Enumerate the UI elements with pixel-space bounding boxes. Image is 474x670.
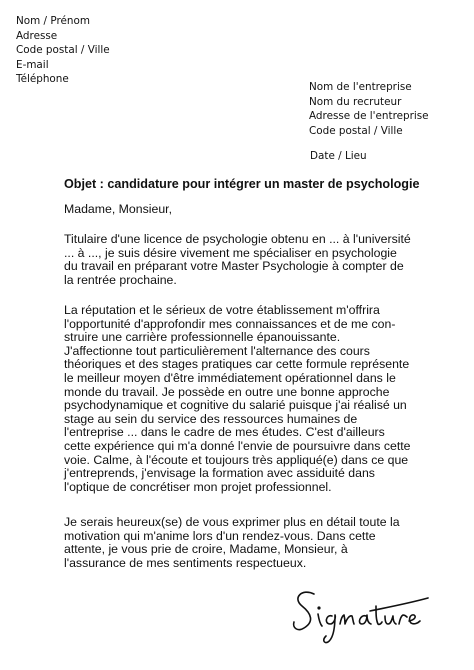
paragraph-line: attente, je vous prie de croire, Madame, Monsieur, à [64, 542, 348, 557]
paragraph-line: motivation qui m'anime lors d'un rendez-vous. Dans cette [64, 528, 376, 543]
recipient-block [309, 80, 429, 138]
date-place: Date / Lieu [310, 150, 367, 162]
sender-block [16, 14, 110, 87]
sender-name: Nom / Prénom [16, 15, 90, 27]
paragraph-line: la rentrée prochaine. [64, 272, 177, 287]
paragraph-line: monde du travail. Je possède en outre une bonne approche [64, 384, 390, 399]
paragraph-line: cette expérience qui m'a donné l'envie de poursuivre dans cette [64, 438, 411, 453]
paragraph-line: l'optique de concrétiser mon projet professionnel. [64, 479, 332, 494]
paragraph-line: Titulaire d'une licence de psychologie obtenu en ... à l'université [64, 232, 411, 246]
handwritten-signature [288, 584, 438, 646]
paragraph-line: ... à ..., je suis désire vivement me spécialiser en psychologie [64, 245, 397, 260]
paragraph-line: j'entreprends, j'envisage la formation avec assiduité dans [64, 466, 375, 481]
recipient-postal-city: Code postal / Ville [309, 124, 403, 137]
paragraph-line: struire une carrière professionnelle épanouissante. [64, 330, 341, 345]
paragraph-line: le meilleur moyen d'être immédiatement opérationnel dans le [64, 370, 396, 385]
paragraph-line: Je serais heureux(se) de vous exprimer plus en détail toute la [64, 515, 400, 529]
sender-address: Adresse [16, 29, 58, 42]
sender-phone: Téléphone [16, 73, 69, 86]
paragraph-line: psychodynamique et cognitive du salarié puisque j'ai réalisé un [64, 398, 407, 413]
subject-line: Objet : candidature pour intégrer un master de psychologie [64, 177, 420, 191]
paragraph-line: du travail en préparant votre Master Psychologie à compter de [64, 259, 404, 274]
paragraph-motivation [64, 304, 411, 494]
paragraph-line: l'assurance de mes sentiments respectueux. [64, 555, 307, 570]
paragraph-line: théoriques et des stages pratiques car cette formule représente [64, 357, 410, 372]
paragraph-line: l'entreprise ... dans le cadre de mes études. C'est d'ailleurs [64, 425, 385, 440]
recipient-recruiter: Nom du recruteur [309, 95, 402, 108]
sender-postal-city: Code postal / Ville [16, 44, 110, 57]
paragraph-line: l'opportunité d'approfondir mes connaissances et de me con- [64, 316, 396, 331]
paragraph-line: J'affectionne tout particulièrement l'alternance des cours [64, 343, 370, 358]
paragraph-line: La réputation et le sérieux de votre établissement m'offrira [64, 303, 380, 317]
recipient-company: Nom de l'entreprise [309, 81, 412, 93]
paragraph-intro [64, 233, 411, 287]
greeting: Madame, Monsieur, [64, 202, 172, 216]
recipient-address: Adresse de l'entreprise [309, 110, 429, 123]
paragraph-closing [64, 516, 400, 570]
paragraph-line: voie. Calme, à l'écoute et toujours très appliqué(e) dans ce que [64, 452, 409, 467]
sender-email: E-mail [16, 58, 49, 71]
paragraph-line: stage au sein du service des ressources humaines de [64, 411, 358, 426]
